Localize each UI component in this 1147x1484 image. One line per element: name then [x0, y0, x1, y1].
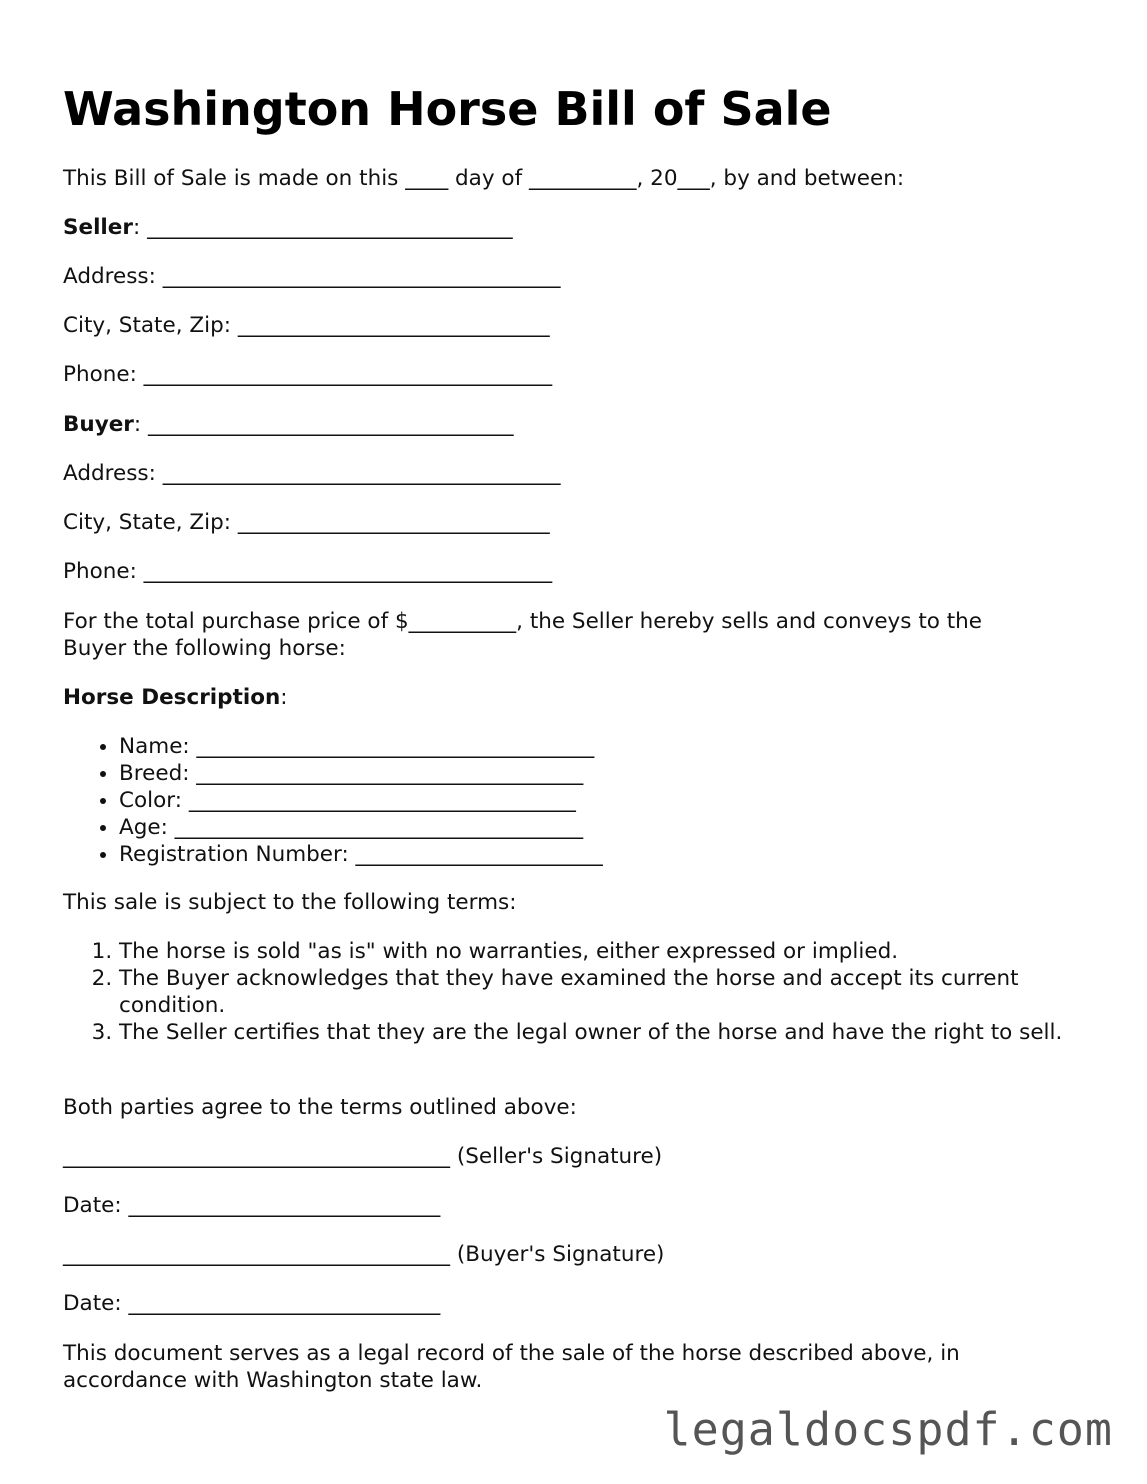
buyer-signature-line: ____________________________________ (Buyer's Signature) — [63, 1242, 665, 1267]
document-title: Washington Horse Bill of Sale — [63, 82, 832, 136]
agreement-text: Both parties agree to the terms outlined above: — [63, 1095, 577, 1120]
seller-signature-line: ____________________________________ (Seller's Signature) — [63, 1144, 663, 1169]
seller-label: Seller — [63, 215, 133, 240]
buyer-date-line: Date: _____________________________ — [63, 1291, 441, 1316]
buyer-address-line: Address: _____________________________________ — [63, 461, 561, 486]
horse-description-label: Horse Description — [63, 685, 281, 710]
seller-city-line: City, State, Zip: _____________________________ — [63, 313, 550, 338]
terms-intro: This sale is subject to the following terms: — [63, 890, 517, 915]
purchase-price-text: For the total purchase price of $__________, the Seller hereby sells and conveys to the Buyer the following horse: — [63, 609, 983, 661]
buyer-label: Buyer — [63, 412, 134, 437]
intro-text: This Bill of Sale is made on this ____ day of __________, 20___, by and between: — [63, 166, 905, 191]
horse-name-item: • Name: _____________________________________ — [119, 733, 603, 760]
closing-text: This document serves as a legal record of the sale of the horse described above, in accordance with Washington state law. — [63, 1341, 960, 1393]
term-item: 2. The Buyer acknowledges that they have examined the horse and accept its current condition. — [119, 965, 1119, 1019]
horse-breed-item: • Breed: ____________________________________ — [119, 760, 603, 787]
seller-name-blank: : __________________________________ — [133, 215, 513, 240]
horse-details-list — [63, 733, 603, 868]
horse-registration-item: • Registration Number: _______________________ — [119, 841, 603, 868]
seller-address-line: Address: _____________________________________ — [63, 264, 561, 289]
watermark-logo: legaldocspdf.com — [663, 1403, 1113, 1456]
horse-age-item: • Age: ______________________________________ — [119, 814, 603, 841]
buyer-name-line — [63, 411, 513, 438]
horse-description-colon: : — [280, 685, 288, 710]
term-item: 1. The horse is sold "as is" with no warranties, either expressed or implied. — [119, 938, 1119, 965]
horse-description-heading — [63, 684, 288, 711]
terms-list — [63, 938, 1119, 1046]
seller-date-line: Date: _____________________________ — [63, 1193, 441, 1218]
term-item: 3. The Seller certifies that they are the legal owner of the horse and have the right to sell. — [119, 1019, 1119, 1046]
horse-color-item: • Color: ____________________________________ — [119, 787, 603, 814]
buyer-name-blank: : __________________________________ — [133, 412, 514, 437]
seller-phone-line: Phone: ______________________________________ — [63, 362, 553, 387]
seller-name-line — [63, 214, 513, 241]
buyer-city-line: City, State, Zip: _____________________________ — [63, 510, 550, 535]
buyer-phone-line: Phone: ______________________________________ — [63, 559, 553, 584]
